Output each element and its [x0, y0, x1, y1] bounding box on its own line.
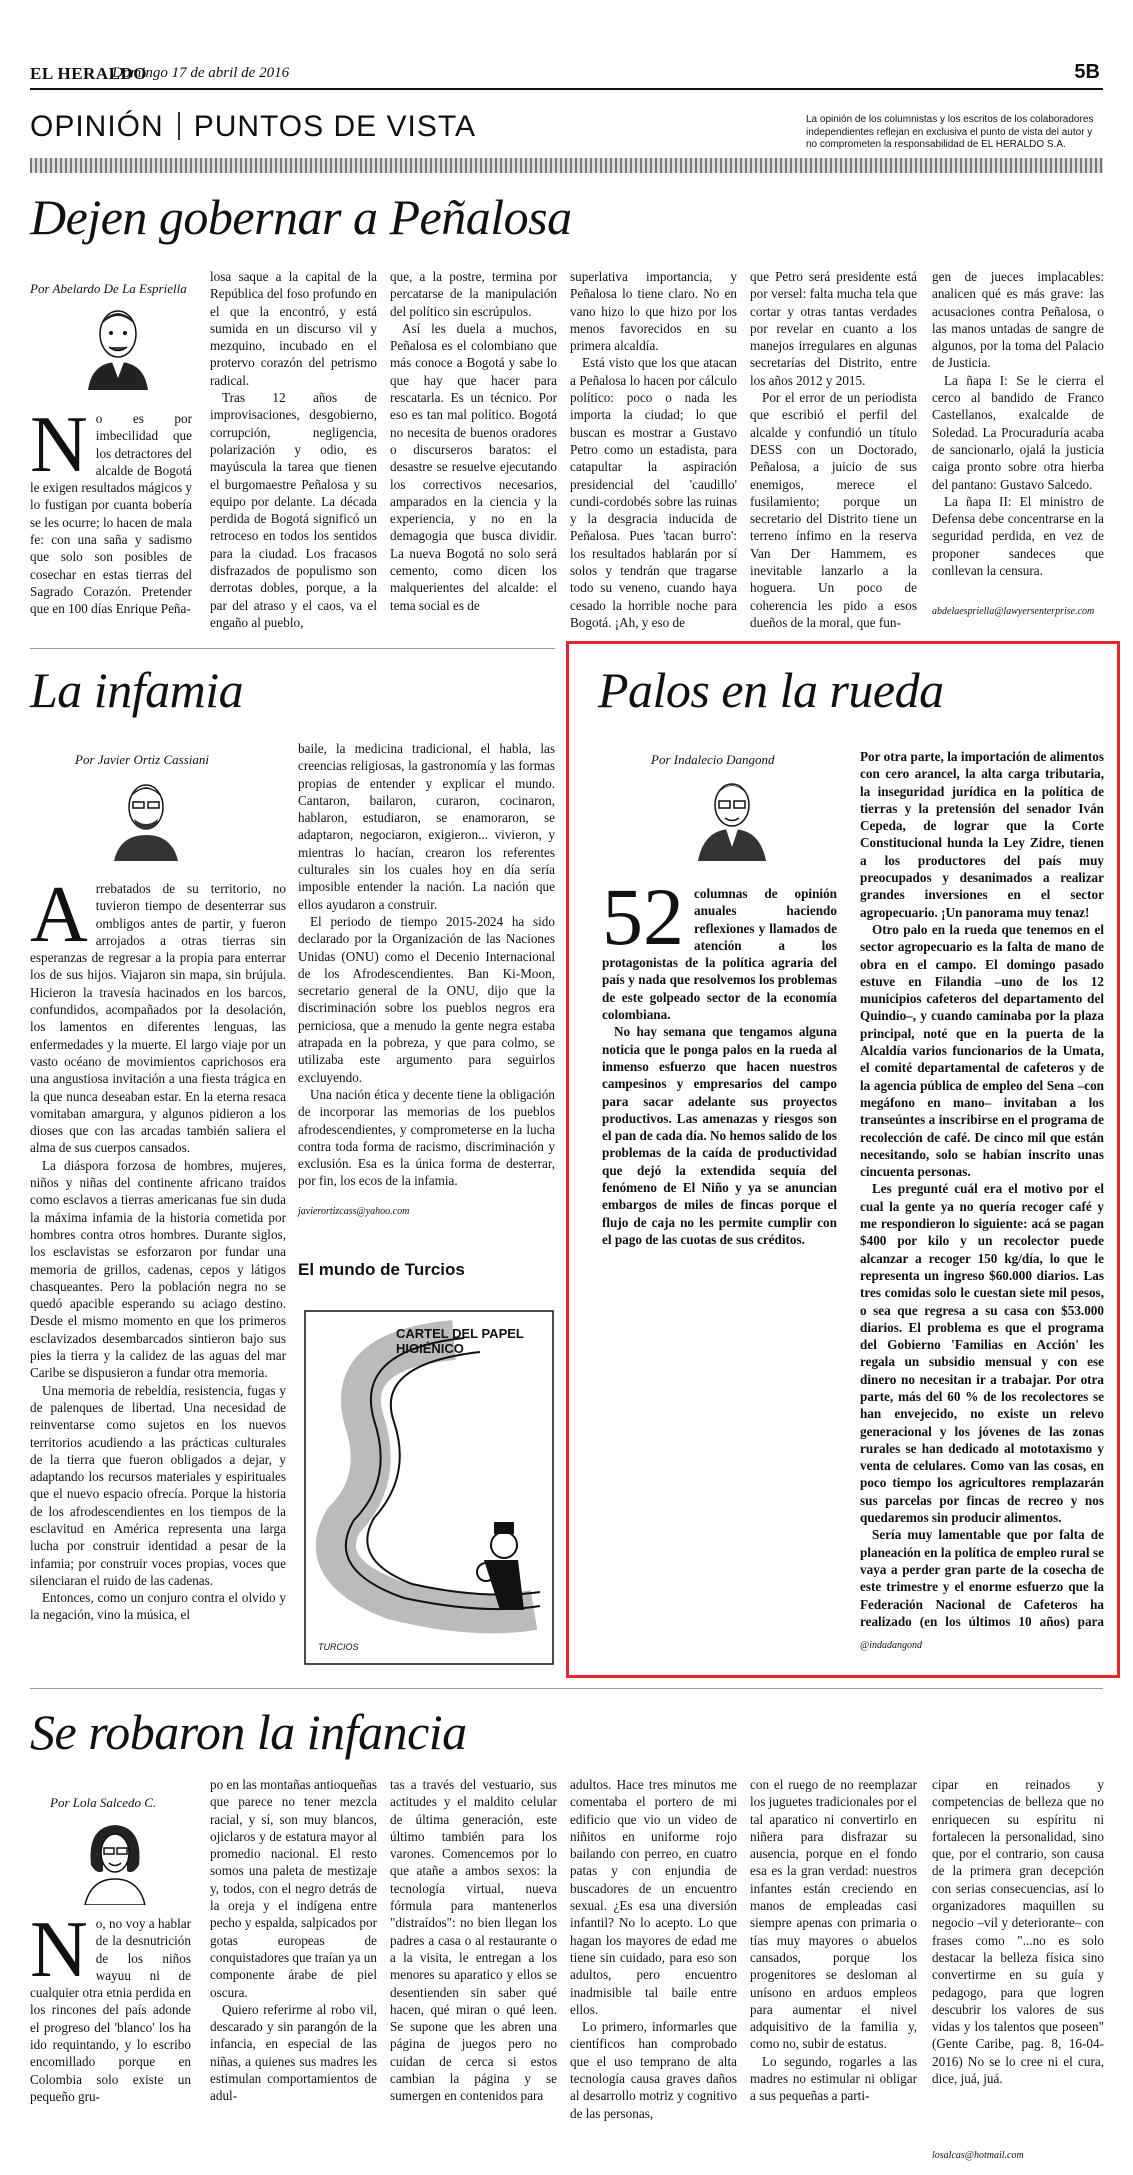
- article4-byline: Por Lola Salcedo C.: [50, 1795, 157, 1810]
- article3-para: Por otra parte, la importación de alimentos con cero arancel, la alta carga tributaria, la inseguridad jurídica en la política de tierras y la pretensión del senador Iván Cepeda, de lograr que la Corte Constitucional hunda la Ley Zidre, tienen a los productores del país muy preocupados y desanimados a realizar grandes inversiones en el sector agropecuario. ¡Un panorama muy tenaz!: [860, 749, 1104, 920]
- cartoon-title: CARTEL DEL PAPEL HIGIÉNICO: [396, 1326, 524, 1356]
- article3-para: Les pregunté cuál era el motivo por el cual la gente ya no quería recoger café y me respondieron lo siguiente: acá se pagan $400 por kilo y un recolector puede alcanzar a recoger 150 kg/día, lo que le representa un ingreso $60.000 diarios. Las tres comidas solo le cuestan siete mil pesos, o sea que regresa a su casa con $53.000 diarios. El problema es que el programa del Gobierno 'Familias en Acción' les regala un subsidio mensual y con ese dinero no necesitan ir a trabajar. Por otra parte, más del 60 % de los recolectores se han envejecido, no existe un relevo generacional y los jóvenes de las zonas rurales se han dedicado al mototaxismo y venta de celulares. Como van las cosas, en poco tiempo los agricultores remplazarán sus parcelas por fincas de recreo y nos quedaremos sin producir alimentos.: [860, 1181, 1104, 1526]
- article2-col1: [30, 880, 286, 1660]
- article3-byline: Por Indalecio Dangond: [651, 752, 775, 767]
- article4-col5: [750, 1776, 917, 2171]
- article4-para: cipar en reinados y competencias de belleza que no enriquecen su espíritu ni fortalecen la personalidad, sino que, por el contrario, son causa de la primera gran decepción con serias consecuencias, así lo organizadores maquillen su negocio –vil y deteriorante– con frases como "...no es solo destacar la belleza física sino convertirme en su guía y pedagogo, para que logren descubrir los valores de sus vidas y los talentos que poseen" (Gente Caribe, pag. 8, 16-04-2016) No se lo cree ni el cura, dice, juá, juá.: [932, 1777, 1104, 2087]
- article4-col3: [390, 1776, 557, 2171]
- article4-para: adultos. Hace tres minutos me comentaba el portero de mi edificio que vio un video de niñitos en uniforme rojo bailando con perreo, en cuatro patas y con enjundia de buscadores de un encuentro sexual. ¿Es esa una diversión infantil? No lo acepto. Lo que hagan los mayores de edad me tiene sin cuidado, para eso son adultos, pero encuentro inadmisible tal baile entre ellos.: [570, 1777, 737, 2017]
- article4-para: tas a través del vestuario, sus actitudes y el maldito celular de última generación, este último también para los varones. Comencemos por lo que atañe a ambos sexos: la tecnología virtual, nueva fórmula para mantenerlos "distraídos": no bien llegan los padres a casa o al restaurante o a la visita, le entregan a los menores su aparatico y ellos se desentienden sin saber qué hacen, qué miran o qué leen. Se supone que les abren una página de juegos pero no cuidan de cerca si estos cambian la página y se sumergen en contenidos para: [390, 1777, 557, 2104]
- article4-para: Lo segundo, rogarles a las madres no estimular ni obligar a sus pequeñas a parti-: [750, 2053, 917, 2104]
- cartoon-frame: [304, 1310, 554, 1665]
- article4-col6: [932, 1776, 1104, 2148]
- article2-para: rrebatados de su territorio, no tuvieron tiempo de desenterrar sus ombligos antes de partir, y fueron arrojados a otras tierras sin esperanzas de regresar a la propia para enterrar los de sus hijos. Viajaron sin mapa, sin brújula. Hicieron la travesía hacinados en los barcos, confundidos, acompañados por la desolación, los lamentos en diferentes lenguas, las enfermedades y la muerte. El largo viaje por un vasto océano de movimientos caprichosos era una angustiosa invitación a una fiesta trágica en la que nunca deseaban estar. En la eterna resaca vomitaban amargura, y algunos pidieron a los dioses que con las arcadas también saliera el alma de sus cuerpos cansados.: [30, 881, 286, 1156]
- article1-para: Está visto que los que atacan a Peñalosa lo hacen por cálculo político: poco o nada les importa la ciudad; lo que buscan es mostrar a Gustavo Petro como un estadista, para catapultar la aspiración presidencial del 'caudillo' cundi-cordobés sobre las ruinas y la desgracia inducida de Peñalosa. Pues 'tacan burro': los resultados hablarán por sí solos y tendrán que tragarse todo su veneno, cuando haya cesado la horrible noche para Bogotá. ¡Ah, y eso de: [570, 355, 737, 630]
- article1-headline: Dejen gobernar a Peñalosa: [30, 189, 572, 245]
- article4-para: o, no voy a hablar de la desnutrición de los niños wayuu ni de cualquier otra etnia perdida en los rincones del país adonde el progreso del 'blanco' los ha ido requintando, y lo escribo encomillado porque en Colombia solo existe un pequeño gru-: [30, 1916, 191, 2104]
- article2-para: La diáspora forzosa de hombres, mujeres, niños y niñas del continente africano traídos como esclavos a tierras americanas fue sin duda la máxima infamia de la historia cometida por hombres contra otros hombres. Durante siglos, los esclavistas se esforzaron por fundar una memoria de grillos, cadenas, cepos y látigos chasqueantes. Pero la población negra no se quedó apacible esperando su aciago destino. Desde el mismo momento en que los primeros esclavizados desembarcados sintieron bajo sus pies la tierra y la calidez de las aguas del mar Caribe se dispusieron a fundar otra memoria.: [30, 1157, 286, 1381]
- section-puntos: PUNTOS DE VISTA: [193, 110, 476, 143]
- article1-col6: [932, 268, 1104, 618]
- article2-byline: Por Javier Ortiz Cassiani: [75, 752, 209, 767]
- article1-col5: [750, 268, 917, 660]
- author-portrait-dangond: [694, 771, 770, 861]
- article2-email: javierortizcass@yahoo.com: [298, 1206, 410, 1217]
- article4-col4: [570, 1776, 737, 2171]
- article1-para: La ñapa II: El ministro de Defensa debe concentrarse en la seguridad perdida, en vez de proponer sandeces que conllevan la censura.: [932, 493, 1104, 579]
- article1-email: abdelaespriella@lawyersenterprise.com: [932, 606, 1095, 617]
- article3-email: @indadangond: [860, 1640, 922, 1651]
- article4-para: Quiero referirme al robo vil, descarado y sin parangón de la infancia, en especial de las niñas, a quienes sus madres les estimulan comportamientos de adul-: [210, 2001, 377, 2104]
- article2-dropcap: A: [30, 880, 88, 959]
- article1-para: superlativa importancia, y Peñalosa lo tiene claro. No en vano hizo lo que hizo por los menos favorecidos en su primera alcaldía.: [570, 269, 737, 354]
- article1-dropcap: N: [30, 410, 88, 489]
- article4-email: losalcas@hotmail.com: [932, 2150, 1024, 2161]
- article4-para: Lo primero, informarles que científicos han comprobado que el uso temprano de alta tecnología causa graves daños al desarrollo motriz y cognitivo de las personas,: [570, 2019, 737, 2121]
- article-separator: [30, 1688, 1103, 1689]
- article4-para: con el ruego de no reemplazar los juguetes tradicionales por el tal aparatico ni convertirlo en niñera para disfrazar su ausencia, porque en el fondo esa es la gran verdad: nuestros infantes están creciendo en manos de empleadas casi siempre apenas con primaria o tías muy mayores o abuelos cansados, porque los progenitores se desloman al unísono en arduos empleos para aumentar el nivel adquisitivo de la familia y, como no, subir de estatus.: [750, 1777, 917, 2052]
- article1-para: que Petro será presidente está por versel: falta mucha tela que cortar y otras tantas verdades por revelar en cuanto a los manejos irregulares en algunas secretarías del Distrito, entre los años 2012 y 2015.: [750, 269, 917, 388]
- article1-para: La ñapa I: Se le cierra el cerco al bandido de Franco Castellanos, exalcalde de Soledad. La Procuraduría acaba de sancionarlo, ojalá la justicia caiga pronto sobre otra hierba del pantano: Gustavo Salcedo.: [932, 372, 1104, 492]
- page-number: 5B: [1074, 61, 1100, 83]
- article4-dropcap: N: [30, 1915, 88, 1994]
- article3-headline: Palos en la rueda: [598, 662, 944, 718]
- article3-dropcap: 52: [602, 885, 684, 962]
- article4-headline: Se robaron la infancia: [30, 1704, 467, 1760]
- article3-para: columnas de opinión anuales haciendo reflexiones y llamados de atención a los protagonistas de la política agraria del país y nada que resolvemos los problemas de este golpeado sector de la economía colombiana.: [602, 886, 837, 1023]
- article2-para: Una nación ética y decente tiene la obligación de incorporar las memorias de los pueblos afrodescendientes, y comprometerse en la lucha contra toda forma de racismo, discriminación y exclusión. Esa es la única forma de desterrar, por fin, los ecos de la infamia.: [298, 1086, 555, 1189]
- newspaper-name: EL HERALDO: [30, 64, 147, 83]
- article3-col1: [602, 885, 837, 1645]
- article4-col2: [210, 1776, 377, 2171]
- article2-para: baile, la medicina tradicional, el habla, las creencias religiosas, la gastronomía y las formas propias de entender y explicar el mundo. Cantaron, bailaron, curaron, cocinaron, hablaron, estudiaron, se enamoraron, se adaptaron, negociaron, exigieron... vivieron, y mientras lo hacían, crearon los referentes culturales sin los cuales hoy en día sería imposible entender la nación. La nación que ellos ayudaron a construir.: [298, 741, 555, 912]
- article-separator: [30, 648, 555, 649]
- article2-headline: La infamia: [30, 662, 244, 718]
- article1-para: Así les duela a muchos, Peñalosa es el colombiano que más conoce a Bogotá y sabe lo que hay que hacer para rescatarla. Es un técnico. Por eso es tan mal político. Bogotá no necesita de buenos oradores o discurseros baratos: el desastre se resuelve ejecutando los correctivos necesarios, amparados en la ciencia y la experiencia, y no en la demagogia que busca dividir. La nueva Bogotá no solo será cemento, como dicen los malquerientes del alcalde: el tema social es de: [390, 320, 557, 613]
- article4-para: po en las montañas antioqueñas que parece no tener mezcla racial, y sí, son muy blancos, ojiclaros y de estatura mayor al promedio nacional. El resto somos una paleta de mestizaje y, todos, con el negro detrás de la oreja y el indígena entre pecho y espalda, salpicados por gotas europeas de conquistadores que traían ya un componente árabe de piel oscura.: [210, 1777, 377, 2000]
- cartoon-signature: TURCIOS: [318, 1642, 359, 1652]
- article1-para: Tras 12 años de improvisaciones, desgobierno, corrupción, negligencia, polarización y odio, es mayúscula la tarea que tienen el burgomaestre Peñalosa y su equipo por delante. La década perdida de Bogotá significó un retroceso en todos los sentidos para la ciudad. Los fracasos disfrazados de populismo son derrotas dobles, porque, a la par del atraso y el caos, va el engaño al pueblo,: [210, 390, 377, 630]
- article2-col2: [298, 740, 555, 1210]
- author-portrait-ortiz: [108, 771, 184, 861]
- section-title: [30, 110, 476, 144]
- author-portrait-salcedo: [77, 1815, 153, 1905]
- article3-para: Sería muy lamentable que por falta de planeación en la política de empleo rural se vaya a perder gran parte de la cosecha de este trimestre y el enorme esfuerzo que la Federación Nacional de Cafeteros ha realizado (en los últimos 10 años) para: [860, 1527, 1104, 1629]
- decorative-stripe: [30, 158, 1103, 173]
- disclaimer: La opinión de los columnistas y los escritos de los colaboradores independientes reflejan en exclusiva el punto de vista del autor y no comprometen la responsabilidad de EL HERALDO S.A.: [806, 114, 1094, 150]
- author-portrait-espriella: [80, 300, 156, 390]
- article1-para: gen de jueces implacables: analicen qué es más grave: las acusaciones contra Peñalosa, o las manos untadas de sangre de algunos, por la toma del Palacio de Justicia.: [932, 269, 1104, 371]
- section-opinion: OPINIÓN: [30, 110, 164, 143]
- article1-para: o es por imbecilidad que los detractores del alcalde de Bogotá le exigen resultados mágicos y lo fustigan por cuanta bobería se les ocurre; lo hacen de mala fe: con una saña y sadismo que solo son posibles de cosechar en estas tierras del Sagrado Corazón. Pretender que en 100 días Enrique Peña-: [30, 411, 192, 617]
- article1-col4: [570, 268, 737, 660]
- article2-para: El periodo de tiempo 2015-2024 ha sido declarado por la Organización de las Naciones Unidas (ONU) como el Decenio Internacional de los Afrodescendientes. Ban Ki-Moon, secretario general de la ONU, dijo que la discriminación sobre los pueblos negros era perniciosa, que a menudo la gente negra estaba atrapada en la pobreza, y que para colmo, se utilizaba este argumento para seguirlos excluyendo.: [298, 913, 555, 1085]
- article2-para: Entonces, como un conjuro contra el olvido y la negación, vino la música, el: [30, 1590, 286, 1623]
- section-divider: [178, 112, 180, 140]
- article1-para: que, a la postre, termina por percatarse de la manipulación del político sin escrúpulos.: [390, 269, 557, 319]
- article3-para: Otro palo en la rueda que tenemos en el sector agropecuario es la falta de mano de obra en el campo. El domingo pasado estuve en Filandia –uno de los 12 municipios cafeteros del departamento del Quindío–, y cuando caminaba por la plaza principal, noté que en la puerta de la Alcaldía varios funcionarios de la Umata, el comité departamental de cafeteros y de la agencia pública de empleo del Sena –con megáfono en mano– invitaban a los transeúntes a inscribirse en el programa de recolección de café. De cinco mil que están necesitando, solo se habían inscrito unas cincuenta personas.: [860, 921, 1104, 1180]
- masthead-rule: [30, 88, 1103, 90]
- article4-col1: [30, 1915, 191, 2170]
- article1-col3: [390, 268, 557, 660]
- article1-col1: [30, 410, 192, 660]
- article1-para: losa saque a la capital de la República del foso profundo en el que la encontró, y está sumida en un discurso vil y mezquino, incubado en el protervo corazón del petrismo radical.: [210, 269, 377, 388]
- article1-para: Por el error de un periodista que escribió el perfil del alcalde y confundió un título DESS con un Doctorado, Peñalosa, a juicio de sus enemigos, merece el fusilamiento; porque un secretario del Distrito tiene un terreno ínfimo en la reserva Van Der Hammem, es inevitable lanzarlo a la hoguera. Un poco de coherencia les pido a esos dueños de la moral, que fun-: [750, 390, 917, 630]
- article2-para: Una memoria de rebeldía, resistencia, fugas y de palenques de libertad. Una necesidad de reinventarse como sujetos en los nuevos territorios acudiendo a las prácticas culturales de la tierra que fueron obligados a dejar, y adaptando los recursos materiales y espirituales que el nuevo espacio ofrecía. Porque la historia de los afrodescendientes en los tiempos de la esclavitud en América representa una larga lucha por construir identidad a pesar de la infamia; por construir voces propias, voces que silenciaran el ruido de las cadenas.: [30, 1382, 286, 1588]
- article1-byline: Por Abelardo De La Espriella: [30, 281, 187, 296]
- article3-col2: [860, 748, 1104, 1633]
- article3-para: No hay semana que tengamos alguna noticia que le ponga palos en la rueda al inmenso esfuerzo que hacen nuestros campesinos y empresarios del campo para sacar adelante sus proyectos productivos. Las amenazas y riesgos son el pan de cada día. No hemos salido de los problemas de la caída de productividad que dejó la extendida sequía del fenómeno de El Niño y ya se anuncian embargos de miles de fincas porque el flujo de caja no les permite cumplir con el pago de las cuotas de sus créditos.: [602, 1024, 837, 1247]
- article1-col2: [210, 268, 377, 660]
- issue-date: Domingo 17 de abril de 2016: [112, 65, 290, 81]
- cartoon-section-title: El mundo de Turcios: [298, 1260, 465, 1279]
